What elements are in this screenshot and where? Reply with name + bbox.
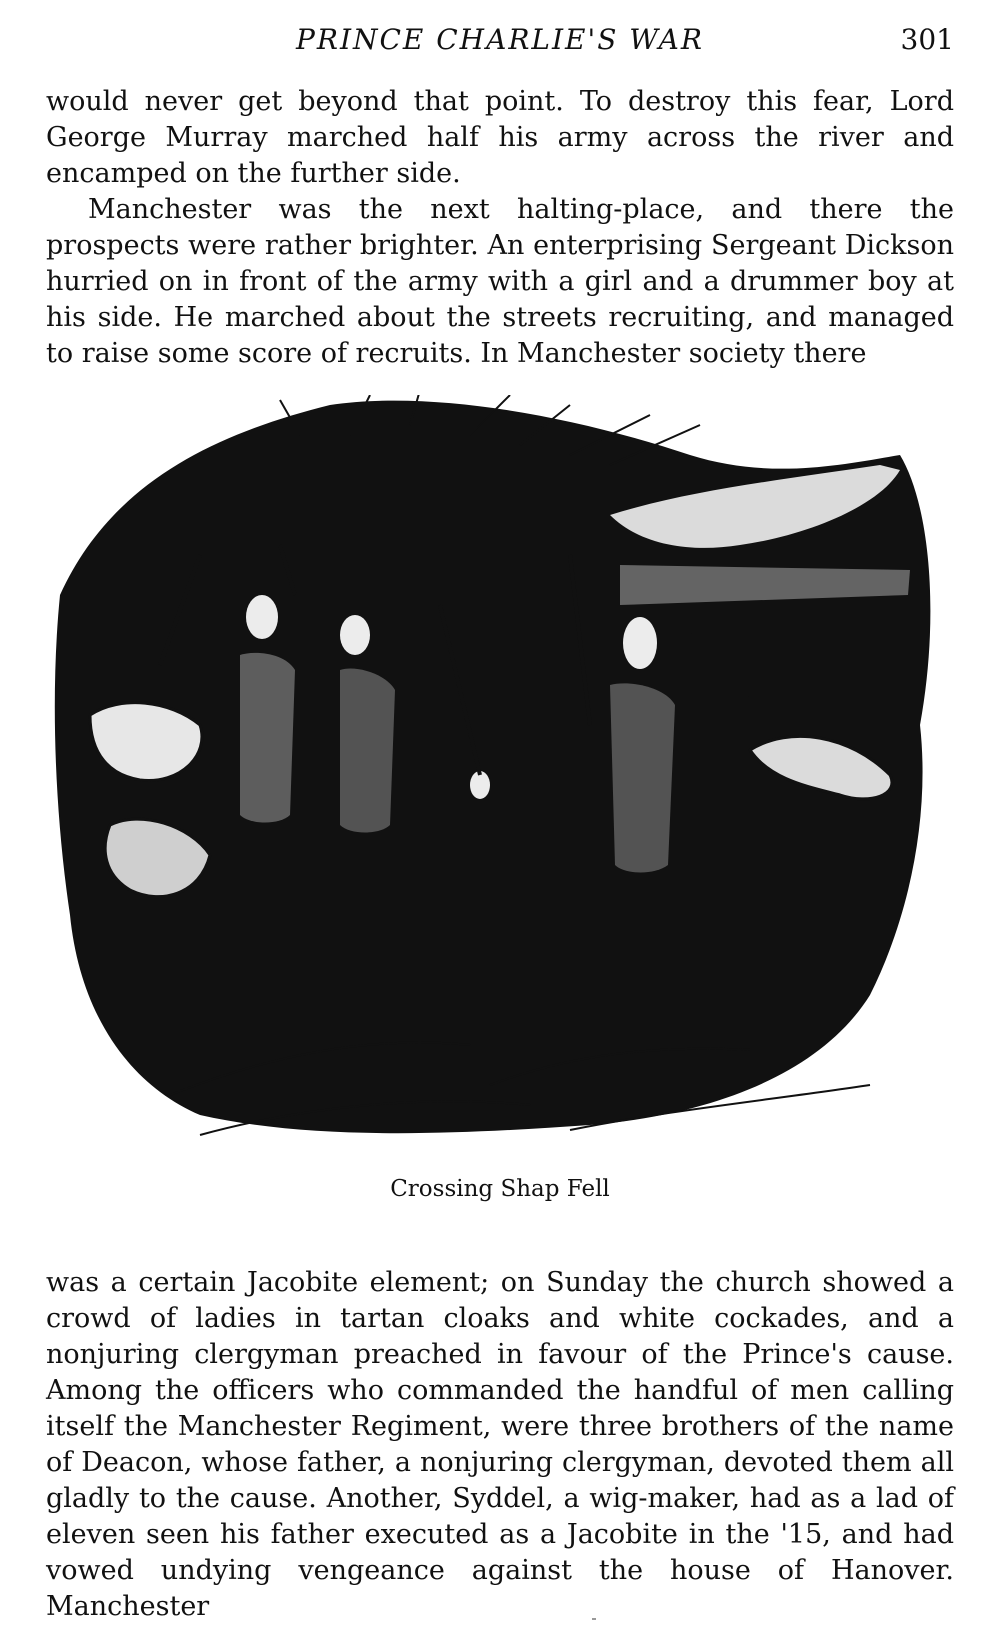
engraving-illustration (50, 395, 950, 1155)
paragraph: would never get beyond that point. To destroy this fear, Lord George Murray marched half his army across the river and encamped on the further side. (46, 86, 954, 189)
paragraph: was a certain Jacobite element; on Sunday the church showed a crowd of ladies in tartan cloaks and white cockades, and a nonjuring clergyman preached in favour of the Prince's cause. Among the officers who commanded the handful of men calling itself the Manchester Regiment, were three brothers of the name of Deacon, whose father, a nonjuring clergyman, devoted them all gladly to the cause. Another, Syddel, a wig-maker, had as a lad of eleven seen his father executed as a Jacobite in the '15, and had vowed undying vengeance against the house of Hanover. Manchester (46, 1267, 954, 1622)
illustration-crossing-shap-fell (50, 395, 950, 1155)
body-text-bottom (46, 1265, 954, 1625)
page-number: 301 (900, 23, 954, 56)
running-title: PRINCE CHARLIE'S WAR (296, 23, 704, 56)
body-text-top (46, 84, 954, 372)
running-head (46, 20, 954, 60)
page-speck (592, 1618, 596, 1620)
paragraph: Manchester was the next halting-place, and there the prospects were rather brighter. An enterprising Sergeant Dickson hurried on in front of the army with a girl and a drummer boy at his side. He marched about the streets recruiting, and managed to raise some score of recruits. In Manchester society there (46, 194, 954, 369)
figure-caption: Crossing Shap Fell (390, 1176, 610, 1202)
